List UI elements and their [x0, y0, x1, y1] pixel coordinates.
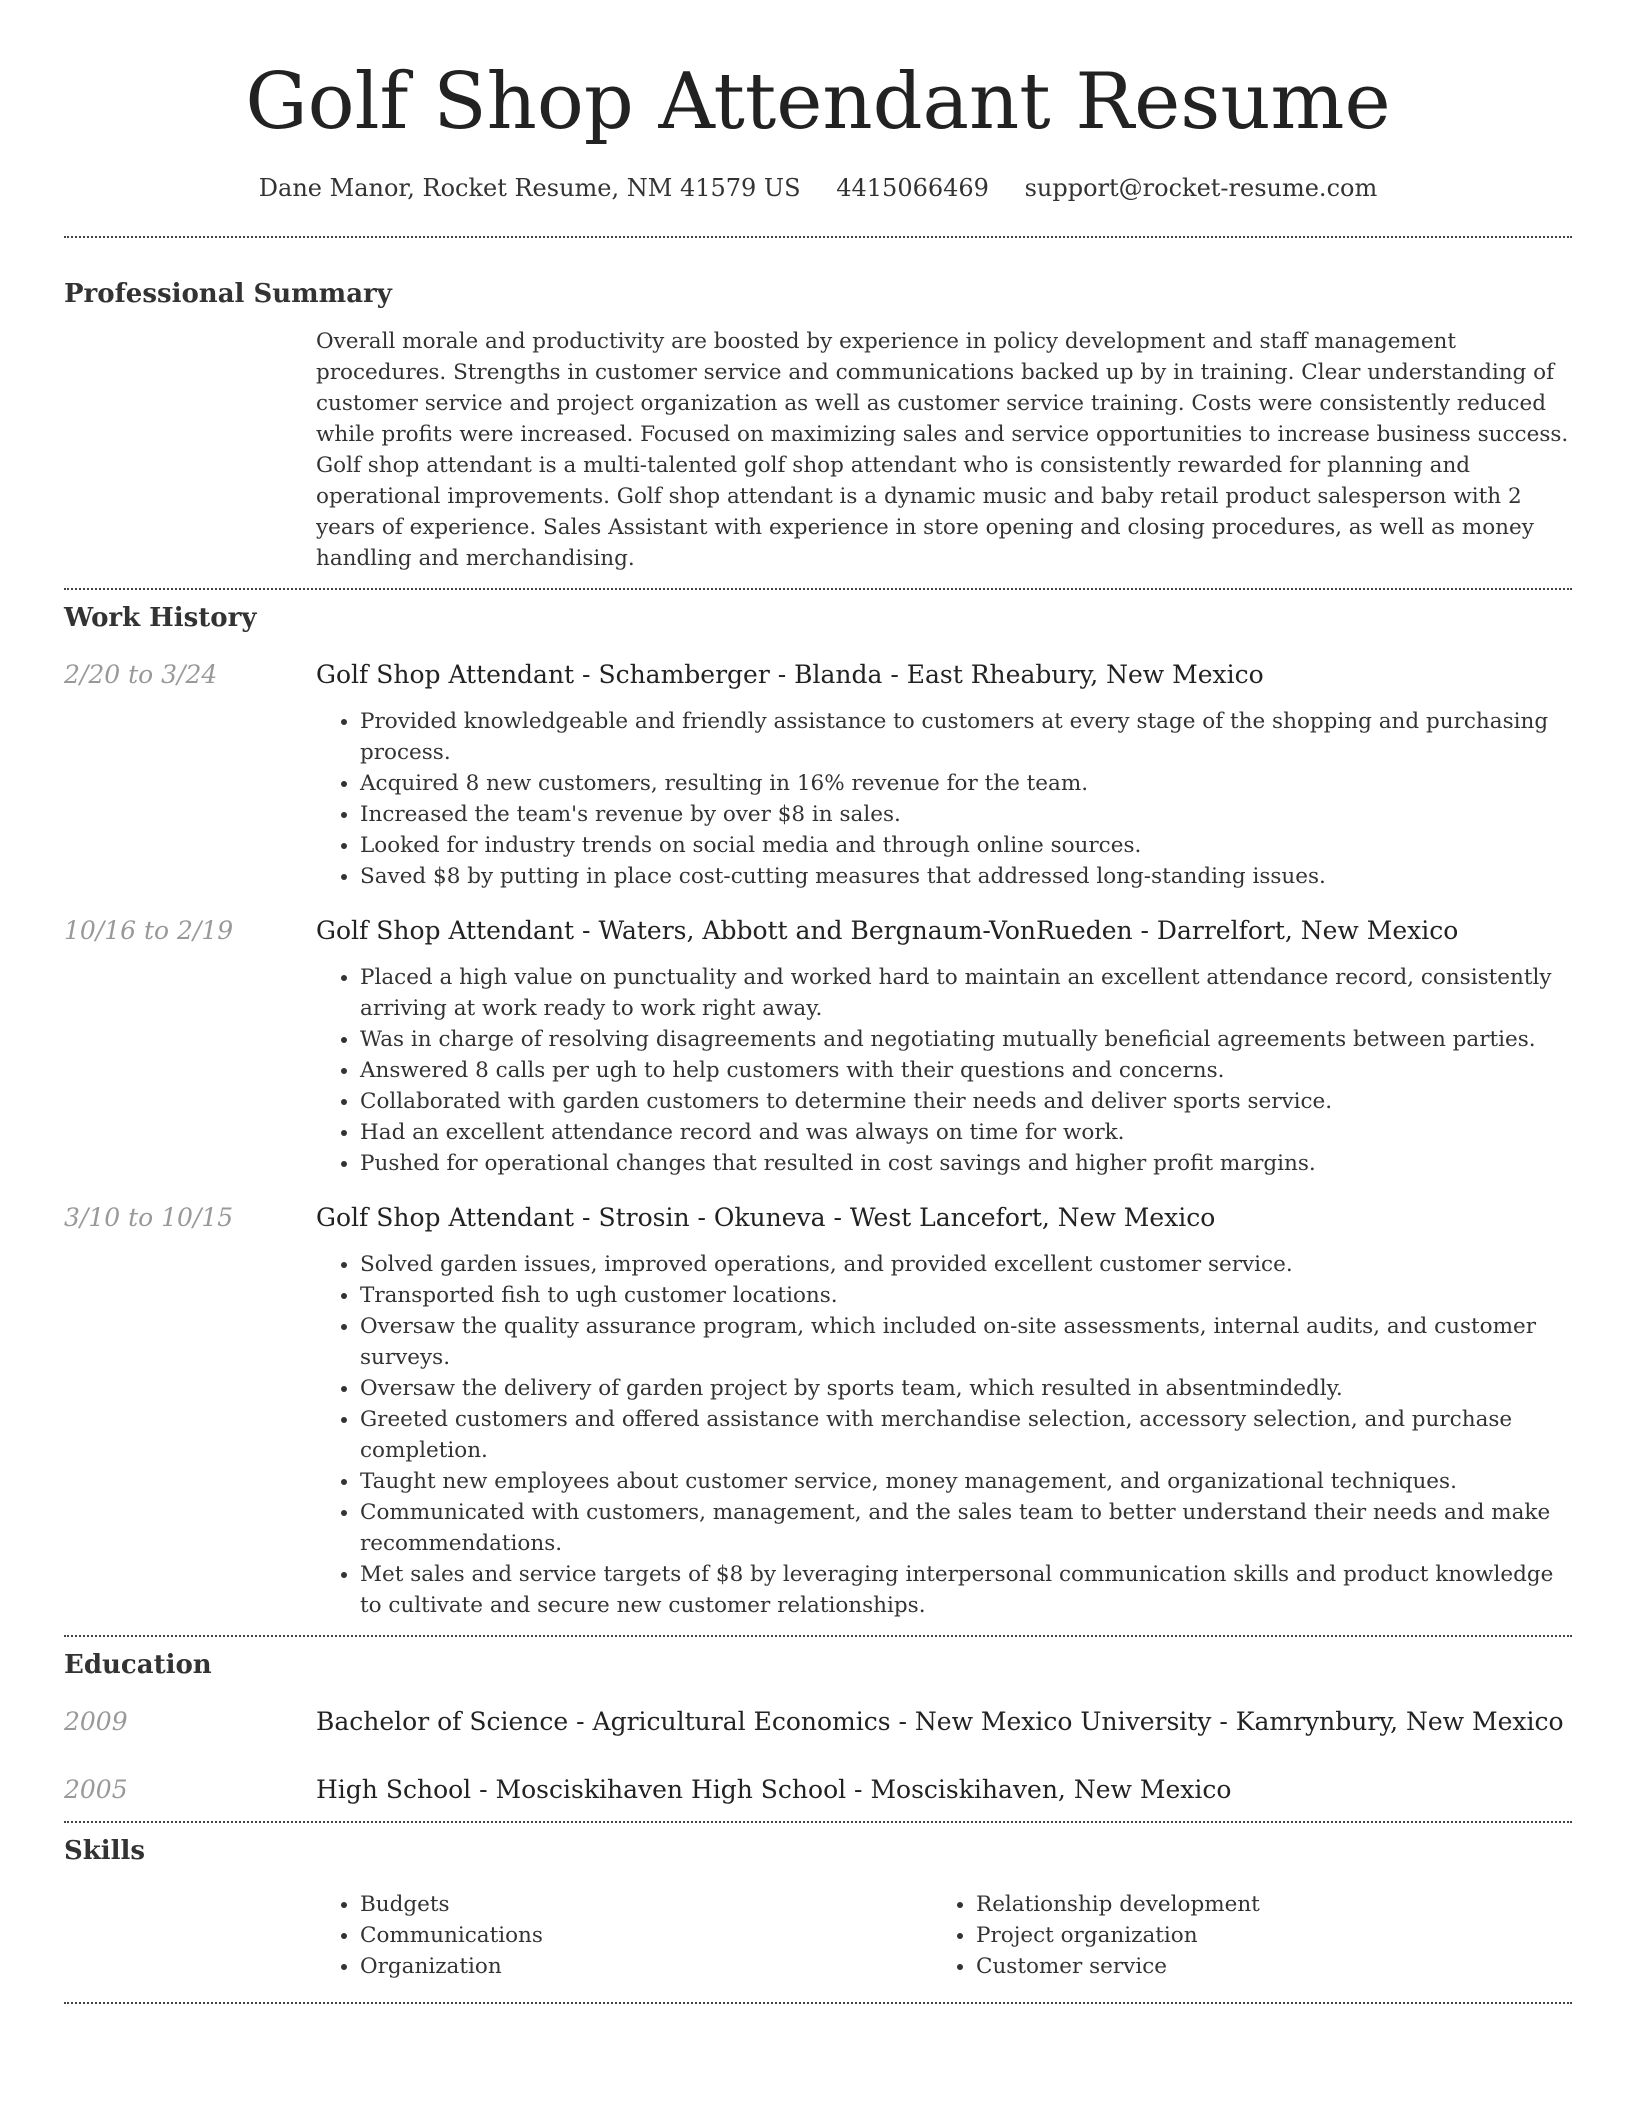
- job-title: Golf Shop Attendant - Waters, Abbott and Bergnaum-VonRueden - Darrelfort, New Mexico: [316, 916, 1459, 945]
- list-item: • Budgets: [360, 1889, 932, 1920]
- section-summary: [64, 276, 1572, 574]
- job-date: 2/20 to 3/24: [64, 660, 218, 689]
- contact-email: support@rocket-resume.com: [1024, 174, 1378, 202]
- list-item: • Relationship development: [976, 1889, 1548, 1920]
- list-item: • Organization: [360, 1951, 932, 1982]
- contact-phone: 4415066469: [836, 174, 989, 202]
- skills-columns: [316, 1889, 1572, 1982]
- divider: [64, 236, 1572, 238]
- section-work-history: [64, 600, 1572, 1621]
- job-bullets: [316, 706, 1572, 892]
- job-body: [316, 658, 1572, 892]
- list-item: • Placed a high value on punctuality and worked hard to maintain an excellent attendance record, consistently arriving at work ready to work right away.: [360, 962, 1572, 1024]
- list-item: • Increased the team's revenue by over $8 in sales.: [360, 799, 1572, 830]
- list-item: • Solved garden issues, improved operations, and provided excellent customer service.: [360, 1249, 1572, 1280]
- list-item: • Provided knowledgeable and friendly assistance to customers at every stage of the shopping and purchasing process.: [360, 706, 1572, 768]
- contact-address: Dane Manor, Rocket Resume, NM 41579 US: [258, 174, 801, 202]
- section-skills: [64, 1833, 1572, 1982]
- list-item: • Communicated with customers, management, and the sales team to better understand their needs and make recommendations.: [360, 1497, 1572, 1559]
- list-item: • Met sales and service targets of $8 by leveraging interpersonal communication skills and product knowledge to cultivate and secure new customer relationships.: [360, 1559, 1572, 1621]
- education-title: Bachelor of Science - Agricultural Economics - New Mexico University - Kamrynbury, New Mexico: [316, 1707, 1564, 1736]
- list-item: • Project organization: [976, 1920, 1548, 1951]
- section-heading-summary: Professional Summary: [64, 279, 392, 309]
- job-entry: [64, 914, 1572, 1179]
- summary-text: Overall morale and productivity are boosted by experience in policy development and staff management procedures. Strengths in customer service and communications backed up by in training. Clear understanding of customer service and project organization as well as customer service training. Costs were consistently reduced while profits were increased. Focused on maximizing sales and service opportunities to increase business success. Golf shop attendant is a multi-talented golf shop attendant who is consistently rewarded for planning and operational improvements. Golf shop attendant is a dynamic music and baby retail product salesperson with 2 years of experience. Sales Assistant with experience in store opening and closing procedures, as well as money handling and merchandising.: [316, 329, 1569, 571]
- list-item: • Communications: [360, 1920, 932, 1951]
- education-entry: [64, 1773, 1572, 1807]
- job-title: Golf Shop Attendant - Strosin - Okuneva - West Lancefort, New Mexico: [316, 1203, 1216, 1232]
- list-item: • Answered 8 calls per ugh to help customers with their questions and concerns.: [360, 1055, 1572, 1086]
- list-item: • Taught new employees about customer service, money management, and organizational techniques.: [360, 1466, 1572, 1497]
- list-item: • Acquired 8 new customers, resulting in 16% revenue for the team.: [360, 768, 1572, 799]
- list-item: • Transported fish to ugh customer locations.: [360, 1280, 1572, 1311]
- list-item: • Customer service: [976, 1951, 1548, 1982]
- divider: [64, 1821, 1572, 1823]
- list-item: • Was in charge of resolving disagreements and negotiating mutually beneficial agreements between parties.: [360, 1024, 1572, 1055]
- resume-title: Golf Shop Attendant Resume: [245, 57, 1391, 147]
- job-date: 10/16 to 2/19: [64, 916, 234, 945]
- list-item: • Had an excellent attendance record and was always on time for work.: [360, 1117, 1572, 1148]
- job-body: [316, 914, 1572, 1179]
- section-education: [64, 1647, 1572, 1807]
- job-date: 3/10 to 10/15: [64, 1203, 234, 1232]
- resume-page: [64, 0, 1572, 2004]
- education-title: High School - Mosciskihaven High School - Mosciskihaven, New Mexico: [316, 1775, 1232, 1804]
- list-item: • Greeted customers and offered assistance with merchandise selection, accessory selection, and purchase completion.: [360, 1404, 1572, 1466]
- job-bullets: [316, 962, 1572, 1179]
- list-item: • Looked for industry trends on social media and through online sources.: [360, 830, 1572, 861]
- job-entry: [64, 1201, 1572, 1621]
- job-entry: [64, 658, 1572, 892]
- job-body: [316, 1201, 1572, 1621]
- job-title: Golf Shop Attendant - Schamberger - Blanda - East Rheabury, New Mexico: [316, 660, 1264, 689]
- section-heading-work: Work History: [64, 603, 257, 633]
- list-item: • Oversaw the quality assurance program, which included on-site assessments, internal audits, and customer surveys.: [360, 1311, 1572, 1373]
- education-entry: [64, 1705, 1572, 1739]
- section-heading-education: Education: [64, 1650, 212, 1680]
- skills-list-right: [932, 1889, 1548, 1982]
- skills-list-left: [316, 1889, 932, 1982]
- section-heading-skills: Skills: [64, 1836, 146, 1866]
- divider: [64, 588, 1572, 590]
- divider: [64, 2002, 1572, 2004]
- education-year: 2005: [64, 1775, 128, 1804]
- list-item: • Collaborated with garden customers to determine their needs and deliver sports service.: [360, 1086, 1572, 1117]
- job-bullets: [316, 1249, 1572, 1621]
- contact-line: [64, 172, 1572, 204]
- divider: [64, 1635, 1572, 1637]
- list-item: • Saved $8 by putting in place cost-cutting measures that addressed long-standing issues.: [360, 861, 1572, 892]
- education-year: 2009: [64, 1707, 128, 1736]
- list-item: • Oversaw the delivery of garden project by sports team, which resulted in absentmindedly.: [360, 1373, 1572, 1404]
- list-item: • Pushed for operational changes that resulted in cost savings and higher profit margins.: [360, 1148, 1572, 1179]
